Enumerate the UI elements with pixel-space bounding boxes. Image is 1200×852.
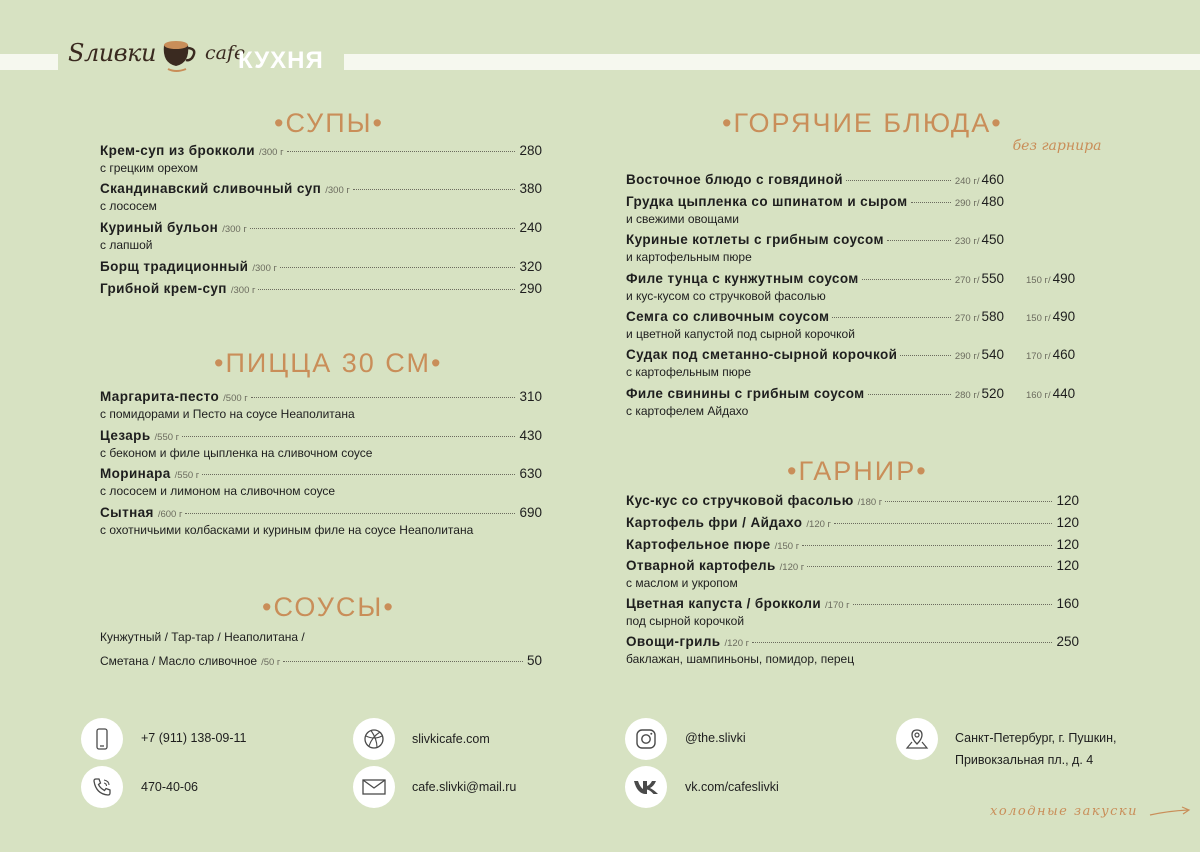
leader-dots (258, 289, 515, 290)
dish-weight: /550 г (154, 432, 180, 443)
dish-name: Семга со сливочным соусом (626, 309, 830, 324)
price-group (955, 347, 1004, 362)
dish-weight: /500 г (223, 393, 248, 404)
without-garnish-note: без гарнира (1012, 138, 1102, 154)
sauces-line-2: Сметана / Масло сливочное (100, 654, 258, 668)
alt-portion-price (1026, 271, 1075, 289)
menu-item-row (626, 634, 1079, 652)
dish-name: Маргарита-песто (100, 389, 220, 404)
dish-weight: /120 г (724, 638, 750, 649)
alt-price: 440 (1052, 386, 1076, 401)
dish-description: баклажан, шампиньоны, помидор, перец (626, 652, 855, 666)
dish-name: Овощи-гриль (626, 634, 721, 649)
dish-weight: /170 г (825, 600, 850, 611)
dish-price: 630 (519, 466, 542, 481)
dish-price: 550 (981, 271, 1004, 286)
dish-name: Скандинавский сливочный суп (100, 181, 322, 196)
menu-item (626, 194, 1004, 227)
dish-price: 450 (981, 232, 1004, 247)
leader-dots (887, 240, 951, 241)
dish-description: с охотничьими колбасками и куриным филе на соусе Неаполитана (100, 523, 474, 537)
website-link[interactable]: slivkicafe.com (412, 732, 490, 746)
dish-weight: /180 г (857, 497, 883, 508)
menu-item-row (100, 259, 542, 277)
web-globe-icon (353, 718, 395, 760)
dish-price: 430 (519, 428, 542, 443)
address-line-2: Привокзальная пл., д. 4 (955, 753, 1094, 767)
dish-price: 120 (1056, 537, 1079, 552)
dish-name: Цезарь (100, 428, 151, 443)
leader-dots (202, 474, 515, 475)
dish-description: с лососем (100, 199, 157, 213)
menu-item-row (100, 281, 542, 299)
dish-description: с помидорами и Песто на соусе Неаполитана (100, 407, 355, 421)
alt-portion-price (1026, 309, 1075, 327)
menu-item (100, 143, 542, 176)
menu-item (626, 347, 1004, 380)
sauces-title: •СОУСЫ• (262, 592, 395, 622)
menu-item (100, 466, 542, 499)
dish-price: 580 (981, 309, 1004, 324)
address-line-1: Санкт-Петербург, г. Пушкин, (955, 731, 1117, 745)
leader-dots (807, 566, 1052, 567)
menu-item-row (100, 389, 542, 407)
alt-price: 460 (1052, 347, 1076, 362)
menu-item (100, 281, 542, 299)
menu-item-row (626, 558, 1079, 576)
menu-item (626, 634, 1079, 667)
dish-name: Куриные котлеты с грибным соусом (626, 232, 884, 247)
dish-description: с лососем и лимоном на сливочном соусе (100, 484, 336, 498)
dish-description: с маслом и укропом (626, 576, 738, 590)
phone-mobile[interactable]: +7 (911) 138-09-11 (141, 731, 247, 745)
leader-dots (251, 397, 516, 398)
alt-price: 490 (1052, 309, 1076, 324)
dish-name: Сытная (100, 505, 154, 520)
dish-price: 310 (519, 389, 542, 404)
phone-handset-icon (81, 766, 123, 808)
mail-envelope-icon (353, 766, 395, 808)
sauces-weight: /50 г (261, 657, 281, 668)
dish-name: Картофельное пюре (626, 537, 771, 552)
dish-name: Филе тунца с кунжутным соусом (626, 271, 859, 286)
header-band-right (344, 54, 1200, 70)
dish-description: с грецким орехом (100, 161, 199, 175)
dish-weight: /150 г (774, 541, 800, 552)
dish-weight: 280 г/ (954, 390, 980, 401)
menu-item-row (626, 172, 1004, 190)
alt-weight: 170 г/ (1026, 351, 1051, 362)
dish-name: Моринара (100, 466, 171, 481)
menu-item-row (626, 232, 1004, 250)
dish-description: с лапшой (100, 238, 153, 252)
leader-dots (862, 279, 951, 280)
hot-dishes-title: •ГОРЯЧИЕ БЛЮДА• (722, 108, 1003, 138)
dish-price: 520 (981, 386, 1004, 401)
dish-price: 280 (519, 143, 542, 158)
dish-description: под сырной корочкой (626, 614, 745, 628)
price-group (955, 271, 1004, 286)
dish-price: 290 (519, 281, 542, 296)
dish-description: с картофельным пюре (626, 365, 752, 379)
leader-dots (185, 513, 515, 514)
dish-name: Филе свинины с грибным соусом (626, 386, 865, 401)
price-group (955, 386, 1004, 401)
menu-item-row (100, 505, 542, 523)
menu-item (626, 537, 1079, 555)
next-section-label: холодные закуски (990, 804, 1139, 819)
sauces-item (100, 630, 542, 671)
dish-name: Судак под сметанно-сырной корочкой (626, 347, 898, 362)
leader-dots (853, 604, 1053, 605)
leader-dots (802, 545, 1052, 546)
email-link[interactable]: cafe.slivki@mail.ru (412, 780, 517, 794)
menu-item-row (626, 537, 1079, 555)
dish-name: Грудка цыпленка со шпинатом и сыром (626, 194, 908, 209)
logo-word: Sливки (68, 39, 156, 67)
menu-item (100, 181, 542, 214)
dish-price: 240 (519, 220, 542, 235)
dish-weight: /300 г (258, 147, 284, 158)
price-group (955, 232, 1004, 247)
soups-title: •СУПЫ• (274, 108, 384, 138)
dish-name: Крем-суп из брокколи (100, 143, 255, 158)
location-map-icon (896, 718, 938, 760)
dish-description: и свежими овощами (626, 212, 739, 226)
dish-price: 460 (981, 172, 1004, 187)
dish-price: 320 (519, 259, 542, 274)
vk-icon (625, 766, 667, 808)
alt-weight: 150 г/ (1026, 313, 1051, 324)
dish-price: 160 (1056, 596, 1079, 611)
menu-item-row (100, 181, 542, 199)
price-group (955, 309, 1004, 324)
menu-item (626, 558, 1079, 591)
dish-description: с картофелем Айдахо (626, 404, 749, 418)
dish-name: Куриный бульон (100, 220, 219, 235)
dish-weight: 290 г/ (954, 351, 980, 362)
dish-description: с беконом и филе цыпленка на сливочном соусе (100, 446, 373, 460)
menu-item-row (626, 493, 1079, 511)
instagram-link[interactable]: @the.slivki (685, 731, 746, 745)
menu-item (626, 172, 1004, 190)
menu-item-row (626, 194, 1004, 212)
dish-price: 120 (1056, 515, 1079, 530)
menu-item (100, 259, 542, 277)
dish-weight: /600 г (157, 509, 183, 520)
menu-item-row (626, 515, 1079, 533)
dish-description: и кус-кусом со стручковой фасолью (626, 289, 826, 303)
sauces-price: 50 (526, 653, 542, 668)
leader-dots (287, 151, 516, 152)
price-group (955, 194, 1004, 209)
menu-item (100, 389, 542, 422)
leader-dots (353, 189, 516, 190)
dish-price: 540 (981, 347, 1004, 362)
menu-item (626, 596, 1079, 629)
phone-city[interactable]: 470-40-06 (141, 780, 198, 794)
leader-dots (182, 436, 515, 437)
alt-weight: 150 г/ (1026, 275, 1051, 286)
dish-price: 120 (1056, 558, 1079, 573)
menu-item (626, 271, 1004, 304)
pizza-title: •ПИЦЦА 30 СМ• (214, 348, 443, 378)
dish-name: Борщ традиционный (100, 259, 249, 274)
menu-item-row (626, 347, 1004, 365)
header-band-left (0, 54, 58, 70)
leader-dots (752, 642, 1052, 643)
leader-dots (900, 355, 951, 356)
cafe-logo (68, 30, 245, 76)
menu-item (626, 309, 1004, 342)
leader-dots (834, 523, 1052, 524)
dish-weight: /300 г (222, 224, 247, 235)
mobile-phone-icon (81, 718, 123, 760)
alt-price: 490 (1052, 271, 1076, 286)
page-section-title: КУХНЯ (238, 47, 324, 74)
leader-dots (250, 228, 516, 229)
menu-item (626, 386, 1004, 419)
menu-item-row (626, 271, 1004, 289)
menu-item-row (626, 309, 1004, 327)
dish-price: 120 (1056, 493, 1079, 508)
logo-cafe: cafe (204, 42, 246, 64)
alt-portion-price (1026, 347, 1075, 365)
dish-weight: /300 г (230, 285, 256, 296)
vk-link[interactable]: vk.com/cafeslivki (685, 780, 779, 794)
dish-weight: 230 г/ (954, 236, 980, 247)
dish-price: 480 (981, 194, 1004, 209)
menu-item (100, 428, 542, 461)
arrow-right-icon (1148, 805, 1192, 819)
menu-item-row (100, 428, 542, 446)
menu-item (626, 515, 1079, 533)
menu-item (100, 220, 542, 253)
garnish-title: •ГАРНИР• (787, 456, 928, 486)
dish-price: 250 (1056, 634, 1079, 649)
dish-name: Грибной крем-суп (100, 281, 227, 296)
dish-name: Картофель фри / Айдахо (626, 515, 803, 530)
dish-weight: 290 г/ (954, 198, 980, 209)
instagram-icon (625, 718, 667, 760)
sauces-line-1: Кунжутный / Тар-тар / Неаполитана / (100, 630, 305, 644)
menu-item-row (100, 143, 542, 161)
dish-name: Кус-кус со стручковой фасолью (626, 493, 854, 508)
price-group (955, 172, 1004, 187)
menu-item-row (100, 466, 542, 484)
dish-weight: /120 г (779, 562, 805, 573)
dish-weight: 270 г/ (954, 313, 980, 324)
leader-dots (885, 501, 1052, 502)
dish-weight: /300 г (252, 263, 277, 274)
dish-price: 380 (519, 181, 542, 196)
next-section-link[interactable] (990, 804, 1192, 819)
dish-weight: /550 г (174, 470, 200, 481)
alt-weight: 160 г/ (1026, 390, 1051, 401)
dish-description: и картофельным пюре (626, 250, 752, 264)
menu-item (626, 232, 1004, 265)
dish-weight: /120 г (806, 519, 831, 530)
leader-dots (832, 317, 950, 318)
dish-name: Отварной картофель (626, 558, 776, 573)
leader-dots (283, 661, 523, 662)
dish-name: Цветная капуста / брокколи (626, 596, 822, 611)
leader-dots (868, 394, 951, 395)
menu-item-row (100, 220, 542, 238)
dish-weight: 240 г/ (954, 176, 980, 187)
menu-item (626, 493, 1079, 511)
dish-weight: /300 г (325, 185, 350, 196)
menu-item-row (626, 386, 1004, 404)
dish-price: 690 (519, 505, 542, 520)
leader-dots (911, 202, 951, 203)
alt-portion-price (1026, 386, 1075, 404)
leader-dots (280, 267, 516, 268)
coffee-cup-icon (158, 33, 202, 73)
menu-item (100, 505, 542, 538)
leader-dots (846, 180, 951, 181)
menu-item-row (626, 596, 1079, 614)
dish-description: и цветной капустой под сырной корочкой (626, 327, 855, 341)
dish-name: Восточное блюдо с говядиной (626, 172, 843, 187)
dish-weight: 270 г/ (954, 275, 980, 286)
